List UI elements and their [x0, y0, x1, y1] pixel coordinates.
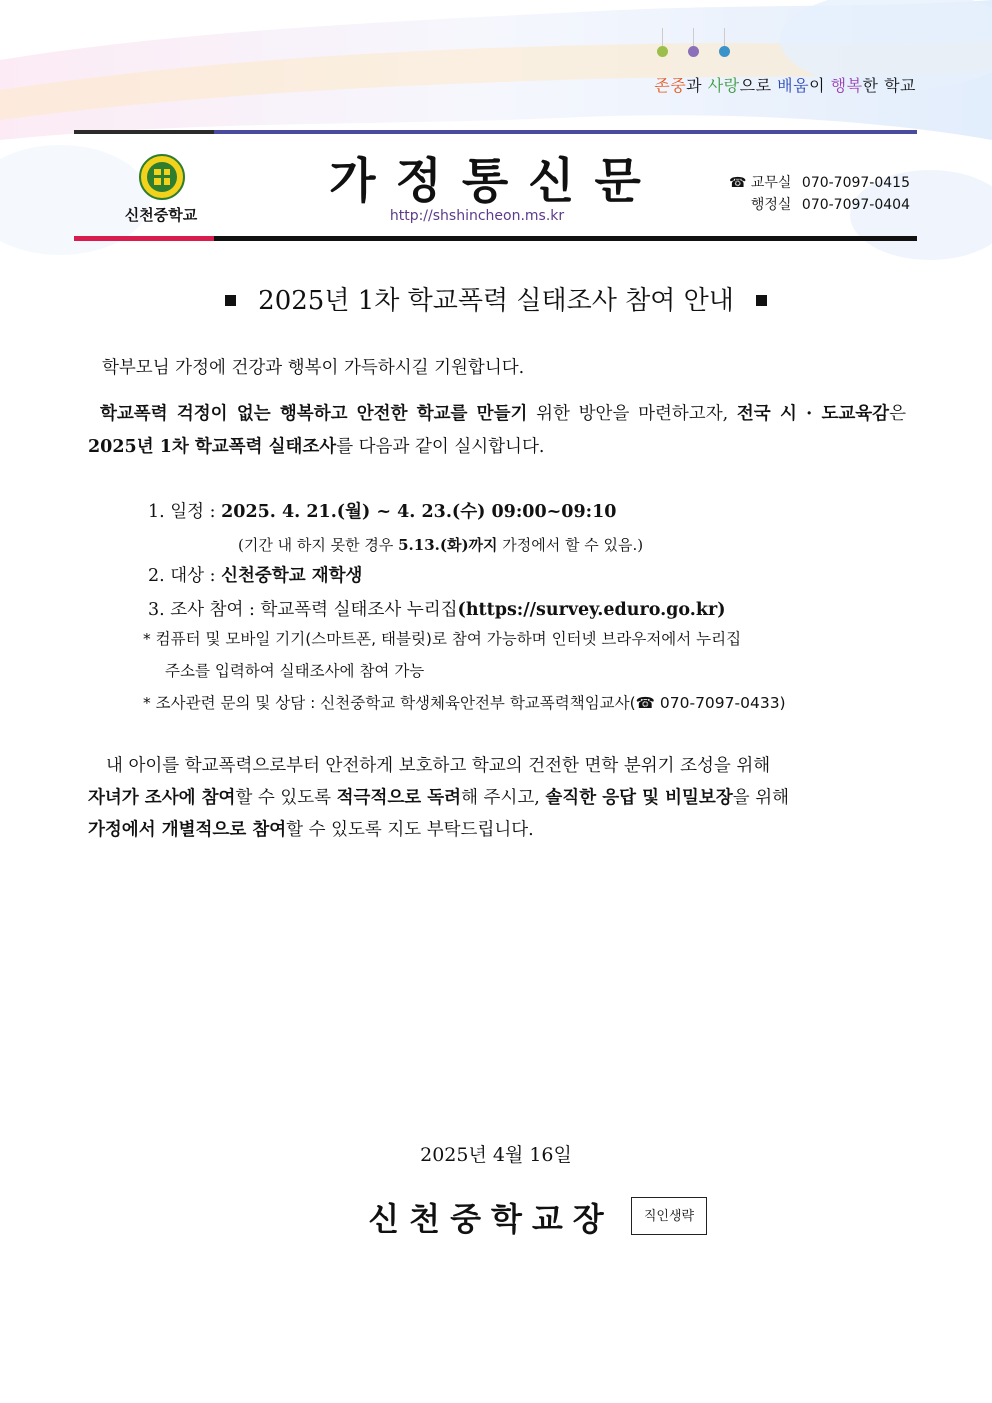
closing-line [88, 814, 906, 846]
inquiry-text: * 조사관련 문의 및 상담 : 신천중학교 학생체육안전부 학교폭력책임교사( [143, 694, 636, 712]
closing-bold: 자녀가 조사에 참여 [88, 788, 236, 808]
intro-bold: 학교폭력 걱정이 없는 행복하고 안전한 학교를 만들기 [100, 404, 528, 424]
device-note: * 컴퓨터 및 모바일 기기(스마트폰, 태블릿)로 참여 가능하며 인터넷 브라우저에서 누리집 [143, 630, 742, 648]
header-top-rule [74, 130, 917, 134]
schedule-note-text: 가정에서 할 수 있음.) [497, 536, 644, 554]
intro-paragraph [88, 398, 906, 464]
phone-icon: ☎ [728, 175, 747, 191]
intro-bold: 전국 시 · 도교육감 [736, 404, 890, 424]
target-value: 신천중학교 재학생 [221, 566, 363, 586]
closing-text: 할 수 있도록 [235, 788, 337, 808]
device-note-cont: 주소를 입력하여 실태조사에 참여 가능 [165, 662, 425, 680]
intro-text: 위한 방안을 마련하고자, [527, 404, 737, 424]
schedule-note [238, 534, 643, 555]
contact-number: 070-7097-0415 [801, 175, 910, 191]
purple-dot-icon [688, 46, 699, 57]
issue-date: 2025년 4월 16일 [420, 1144, 572, 1166]
blue-dot-icon [719, 46, 730, 57]
intro-text: 를 다음과 같이 실시합니다. [336, 437, 545, 457]
closing-paragraph [88, 750, 906, 846]
phone-icon: ☎ [635, 694, 655, 712]
survey-url-link[interactable]: (https://survey.eduro.go.kr) [457, 600, 726, 620]
schedule-note-bold: 5.13.(화)까지 [398, 536, 498, 554]
schedule-value: 2025. 4. 21.(월) ~ 4. 23.(수) 09:00~09:10 [221, 502, 617, 522]
closing-text: 해 주시고, [461, 788, 546, 808]
contact-block [720, 172, 910, 216]
square-bullet-icon [225, 295, 236, 306]
schedule-label: 1. 일정 : [148, 502, 222, 522]
principal-signature: 신천중학교장 [368, 1200, 614, 1238]
school-logo [139, 154, 185, 200]
motto-part: 이 [809, 76, 831, 95]
document-title-text: 2025년 1차 학교폭력 실태조사 참여 안내 [258, 286, 734, 316]
newsletter-title: 가정통신문 [329, 153, 661, 209]
document-title [100, 280, 892, 317]
motto-part: 사랑 [707, 76, 740, 95]
inquiry-number: 070-7097-0433) [654, 694, 786, 712]
contact-row [720, 194, 910, 216]
motto-part: 행복 [830, 76, 863, 95]
target-item [148, 562, 362, 587]
ornament-line [662, 28, 663, 46]
motto-part: 존중 [654, 76, 687, 95]
square-bullet-icon [756, 295, 767, 306]
ornament-line [693, 28, 694, 46]
ornament-line [724, 28, 725, 46]
contact-number: 070-7097-0404 [801, 197, 910, 213]
contact-row [720, 172, 910, 194]
schedule-note-text: (기간 내 하지 못한 경우 [238, 536, 399, 554]
closing-bold: 적극적으로 독려 [336, 788, 462, 808]
contact-label: 행정실 [750, 197, 792, 213]
method-label: 3. 조사 참여 : 학교폭력 실태조사 누리집 [148, 600, 458, 620]
closing-text: 을 위해 [732, 788, 790, 808]
motto-part: 과 [686, 76, 708, 95]
seal-omitted-box: 직인생략 [631, 1197, 707, 1235]
closing-bold: 솔직한 응답 및 비밀보장 [545, 788, 733, 808]
school-name: 신천중학교 [124, 206, 198, 224]
motto-part: 으로 [739, 76, 778, 95]
header-bottom-rule [74, 236, 917, 241]
inquiry-note [143, 688, 786, 719]
schedule-item [148, 498, 616, 523]
greeting: 학부모님 가정에 건강과 행복이 가득하시길 기원합니다. [102, 358, 525, 378]
green-dot-icon [657, 46, 668, 57]
method-item [148, 596, 726, 621]
closing-bold: 가정에서 개별적으로 참여 [88, 820, 287, 840]
school-url-link[interactable]: http://shshincheon.ms.kr [389, 208, 565, 224]
intro-bold: 2025년 1차 학교폭력 실태조사 [88, 437, 337, 457]
school-motto [654, 73, 916, 96]
contact-label: 교무실 [750, 175, 792, 191]
target-label: 2. 대상 : [148, 566, 222, 586]
intro-text: 은 [889, 404, 906, 424]
closing-line: 내 아이를 학교폭력으로부터 안전하게 보호하고 학교의 건전한 면학 분위기 조성을 위해 [106, 756, 771, 776]
motto-part: 한 학교 [862, 76, 916, 95]
motto-part: 배움 [777, 76, 810, 95]
closing-text: 할 수 있도록 지도 부탁드립니다. [286, 820, 534, 840]
closing-line [88, 782, 906, 814]
